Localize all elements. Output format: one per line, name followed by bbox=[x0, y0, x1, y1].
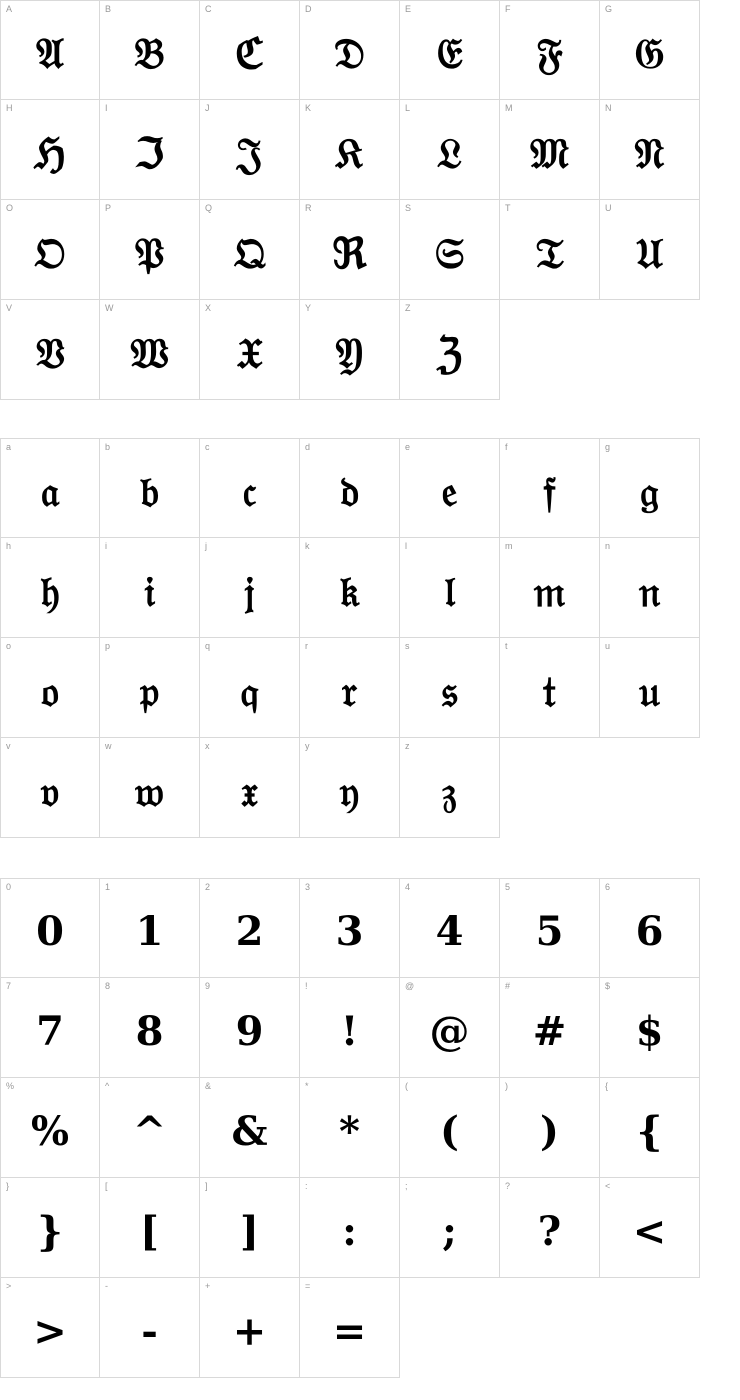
character-cell[interactable] bbox=[400, 100, 500, 200]
character-cell[interactable] bbox=[200, 300, 300, 400]
character-cell[interactable] bbox=[300, 638, 400, 738]
character-cell-glyph: = bbox=[332, 1307, 367, 1355]
character-cell-label: d bbox=[305, 442, 311, 452]
character-cell-label: Q bbox=[205, 203, 213, 213]
character-cell[interactable] bbox=[0, 0, 100, 100]
character-cell-label: z bbox=[405, 741, 410, 751]
character-cell-glyph: 7 bbox=[36, 1007, 64, 1055]
character-cell-label: R bbox=[305, 203, 312, 213]
character-cell-label: { bbox=[605, 1081, 609, 1091]
character-cell-label: i bbox=[105, 541, 107, 551]
character-cell-glyph: 𝔨 bbox=[339, 566, 360, 616]
character-cell-label: m bbox=[505, 541, 513, 551]
character-cell-label: 5 bbox=[505, 882, 511, 892]
character-cell-glyph: 5 bbox=[535, 908, 564, 955]
character-cell[interactable] bbox=[100, 300, 200, 400]
character-cell-glyph: ℨ bbox=[436, 328, 463, 378]
character-cell-glyph: 𝔑 bbox=[634, 128, 665, 178]
character-cell[interactable] bbox=[200, 100, 300, 200]
character-cell-glyph: 2 bbox=[235, 908, 264, 955]
character-cell-label: F bbox=[505, 4, 511, 14]
character-cell[interactable] bbox=[400, 438, 500, 538]
character-cell-glyph: 9 bbox=[235, 1007, 264, 1055]
character-cell[interactable] bbox=[600, 538, 700, 638]
character-cell-label: A bbox=[6, 4, 13, 14]
character-cell[interactable] bbox=[0, 638, 100, 738]
character-cell[interactable] bbox=[400, 738, 500, 838]
character-cell[interactable] bbox=[600, 978, 700, 1078]
character-cell-label: ( bbox=[405, 1081, 408, 1091]
character-cell-label: N bbox=[605, 103, 612, 113]
character-cell-glyph: 𝔯 bbox=[342, 666, 357, 716]
character-cell-label: - bbox=[105, 1281, 108, 1291]
character-cell-label: w bbox=[105, 741, 112, 751]
character-cell-label: g bbox=[605, 442, 611, 452]
character-cell[interactable] bbox=[300, 1078, 400, 1178]
character-cell-label: H bbox=[6, 103, 13, 113]
character-cell-label: u bbox=[605, 641, 611, 651]
character-cell-glyph: 𝔳 bbox=[40, 766, 60, 816]
character-cell-glyph: [ bbox=[140, 1207, 159, 1255]
character-cell-glyph: ℌ bbox=[34, 128, 66, 178]
character-cell[interactable] bbox=[0, 538, 100, 638]
character-cell-glyph: 𝔇 bbox=[333, 29, 366, 78]
character-cell[interactable] bbox=[100, 1178, 200, 1278]
character-cell-label: h bbox=[6, 541, 12, 551]
character-cell-glyph: 𝔩 bbox=[444, 566, 455, 616]
character-cell[interactable] bbox=[600, 100, 700, 200]
character-cell-glyph: 𝔉 bbox=[536, 29, 563, 78]
character-cell-glyph: 𝔘 bbox=[635, 228, 663, 278]
character-cell-label: v bbox=[6, 741, 11, 751]
character-cell-glyph: 𝔞 bbox=[40, 467, 60, 516]
character-cell-label: G bbox=[605, 4, 613, 14]
character-cell-glyph: 𝔙 bbox=[35, 328, 65, 378]
character-cell-glyph: 𝔫 bbox=[638, 566, 661, 616]
character-cell-label: X bbox=[205, 303, 212, 313]
character-cell-label: M bbox=[505, 103, 513, 113]
character-cell[interactable] bbox=[100, 438, 200, 538]
character-cell[interactable] bbox=[100, 100, 200, 200]
character-cell[interactable] bbox=[500, 538, 600, 638]
character-cell-glyph: 𝔷 bbox=[442, 766, 457, 816]
character-cell[interactable] bbox=[600, 200, 700, 300]
character-cell-glyph: { bbox=[636, 1107, 663, 1155]
character-cell-label: [ bbox=[105, 1181, 108, 1191]
character-cell-glyph: 𝔟 bbox=[139, 467, 160, 516]
character-cell-glyph: 𝔧 bbox=[244, 566, 255, 616]
character-cell-label: V bbox=[6, 303, 13, 313]
character-cell-glyph: ℭ bbox=[234, 29, 265, 78]
character-cell[interactable] bbox=[0, 1278, 100, 1378]
character-cell-glyph: ^ bbox=[132, 1107, 167, 1155]
character-cell-glyph: 𝔶 bbox=[339, 766, 360, 816]
character-cell-label: Y bbox=[305, 303, 312, 313]
character-cell-label: l bbox=[405, 541, 407, 551]
character-cell[interactable] bbox=[300, 1278, 400, 1378]
character-cell[interactable] bbox=[500, 1178, 600, 1278]
character-cell[interactable] bbox=[200, 538, 300, 638]
character-cell[interactable] bbox=[400, 538, 500, 638]
character-cell-label: % bbox=[6, 1081, 15, 1091]
character-cell[interactable] bbox=[500, 438, 600, 538]
character-cell-glyph: $ bbox=[635, 1007, 664, 1055]
character-cell[interactable] bbox=[0, 1178, 100, 1278]
character-cell-label: C bbox=[205, 4, 212, 14]
character-cell[interactable] bbox=[100, 0, 200, 100]
character-cell[interactable] bbox=[0, 100, 100, 200]
character-cell[interactable] bbox=[100, 538, 200, 638]
character-cell-label: 3 bbox=[305, 882, 311, 892]
character-cell[interactable] bbox=[200, 638, 300, 738]
character-cell[interactable] bbox=[0, 300, 100, 400]
lowercase-character-block bbox=[0, 438, 740, 838]
character-cell[interactable] bbox=[500, 638, 600, 738]
character-cell-label: D bbox=[305, 4, 312, 14]
character-cell-glyph: 𝔴 bbox=[135, 766, 164, 816]
character-cell[interactable] bbox=[200, 738, 300, 838]
character-cell[interactable] bbox=[400, 0, 500, 100]
character-cell-label: # bbox=[505, 981, 511, 991]
character-cell-glyph: 𝔊 bbox=[634, 29, 665, 78]
character-cell-label: e bbox=[405, 442, 411, 452]
character-cell-label: 7 bbox=[6, 981, 12, 991]
character-cell-label: ; bbox=[405, 1181, 408, 1191]
character-cell-label: p bbox=[105, 641, 111, 651]
character-cell[interactable] bbox=[500, 0, 600, 100]
character-cell[interactable] bbox=[400, 1178, 500, 1278]
character-cell-label: Z bbox=[405, 303, 411, 313]
character-cell-label: b bbox=[105, 442, 111, 452]
character-cell[interactable] bbox=[600, 1178, 700, 1278]
character-cell-glyph: 4 bbox=[435, 908, 464, 955]
character-cell-glyph: 𝔬 bbox=[41, 666, 59, 716]
character-cell-label: K bbox=[305, 103, 312, 113]
character-cell-label: I bbox=[105, 103, 108, 113]
character-cell-glyph: 𝔡 bbox=[339, 467, 360, 516]
character-cell-glyph: > bbox=[33, 1307, 67, 1355]
character-cell-label: f bbox=[505, 442, 508, 452]
character-cell-glyph: 𝔓 bbox=[134, 228, 165, 278]
character-cell-glyph: 𝔚 bbox=[130, 328, 169, 378]
character-cell-glyph: 𝔏 bbox=[437, 128, 462, 178]
character-cell[interactable] bbox=[300, 438, 400, 538]
character-cell-label: ? bbox=[505, 1181, 511, 1191]
character-cell[interactable] bbox=[0, 738, 100, 838]
character-cell-label: 1 bbox=[105, 882, 111, 892]
character-cell-label: E bbox=[405, 4, 412, 14]
character-cell-glyph: 𝔤 bbox=[640, 467, 659, 516]
character-cell-label: & bbox=[205, 1081, 212, 1091]
character-cell-glyph: ] bbox=[240, 1207, 259, 1255]
character-cell-label: T bbox=[505, 203, 511, 213]
character-cell-glyph: 𝔅 bbox=[134, 29, 165, 78]
character-cell[interactable] bbox=[300, 538, 400, 638]
character-cell[interactable] bbox=[300, 200, 400, 300]
character-cell-glyph: 𝔎 bbox=[335, 128, 364, 178]
character-cell-label: c bbox=[205, 442, 210, 452]
character-cell-label: y bbox=[305, 741, 310, 751]
character-cell-label: L bbox=[405, 103, 411, 113]
character-cell-glyph: < bbox=[632, 1207, 667, 1255]
character-cell-glyph: # bbox=[532, 1007, 567, 1055]
character-cell-label: B bbox=[105, 4, 112, 14]
character-cell-glyph: 0 bbox=[36, 908, 64, 955]
character-cell-glyph: 𝔭 bbox=[139, 666, 160, 716]
character-cell-label: U bbox=[605, 203, 612, 213]
character-cell-label: O bbox=[6, 203, 14, 213]
character-cell-glyph: @ bbox=[429, 1007, 470, 1055]
character-cell-glyph: 𝔗 bbox=[535, 228, 564, 278]
character-cell-glyph: 𝔪 bbox=[533, 566, 566, 616]
character-cell[interactable] bbox=[500, 200, 600, 300]
character-cell-glyph: ( bbox=[440, 1107, 459, 1155]
character-cell[interactable] bbox=[0, 878, 100, 978]
character-cell[interactable] bbox=[100, 638, 200, 738]
character-cell-glyph: 𝔜 bbox=[335, 328, 364, 378]
character-cell-glyph: : bbox=[342, 1207, 357, 1255]
character-cell[interactable] bbox=[300, 300, 400, 400]
character-cell-label: > bbox=[6, 1281, 12, 1291]
character-cell-glyph: 3 bbox=[335, 908, 364, 955]
character-cell-label: n bbox=[605, 541, 611, 551]
character-cell-glyph: 𝔱 bbox=[543, 666, 556, 716]
character-cell[interactable] bbox=[600, 638, 700, 738]
character-cell[interactable] bbox=[100, 978, 200, 1078]
character-cell[interactable] bbox=[400, 978, 500, 1078]
character-cell-label: * bbox=[305, 1081, 309, 1091]
character-cell-glyph: 𝔥 bbox=[40, 566, 60, 616]
character-cell-label: @ bbox=[405, 981, 415, 991]
character-cell-glyph: 𝔢 bbox=[441, 467, 458, 516]
character-cell-label: P bbox=[105, 203, 112, 213]
character-cell-glyph: ; bbox=[442, 1207, 457, 1255]
character-cell-glyph: % bbox=[30, 1107, 69, 1155]
character-cell-label: S bbox=[405, 203, 412, 213]
character-cell[interactable] bbox=[300, 100, 400, 200]
character-cell[interactable] bbox=[300, 738, 400, 838]
character-cell-glyph: 𝔔 bbox=[233, 228, 266, 278]
character-cell-glyph: 𝔖 bbox=[434, 228, 465, 278]
character-cell-glyph: 𝔵 bbox=[240, 766, 258, 816]
character-cell[interactable] bbox=[300, 978, 400, 1078]
character-cell-label: 8 bbox=[105, 981, 111, 991]
character-cell-glyph: 𝔛 bbox=[236, 328, 263, 378]
character-cell[interactable] bbox=[300, 1178, 400, 1278]
character-cell-label: $ bbox=[605, 981, 611, 991]
character-cell-glyph: 𝔠 bbox=[242, 467, 257, 516]
character-cell-label: s bbox=[405, 641, 410, 651]
character-cell-label: < bbox=[605, 1181, 611, 1191]
character-cell-glyph: ) bbox=[540, 1107, 559, 1155]
character-cell-label: + bbox=[205, 1281, 211, 1291]
character-cell-glyph: 𝔦 bbox=[144, 566, 155, 616]
character-cell[interactable] bbox=[400, 200, 500, 300]
character-cell-label: x bbox=[205, 741, 210, 751]
character-cell-label: W bbox=[105, 303, 114, 313]
character-cell-glyph: 𝔰 bbox=[441, 666, 458, 716]
character-cell[interactable] bbox=[200, 1178, 300, 1278]
character-cell-label: ) bbox=[505, 1081, 508, 1091]
character-cell-label: a bbox=[6, 442, 12, 452]
character-cell-label: t bbox=[505, 641, 508, 651]
character-cell[interactable] bbox=[200, 1278, 300, 1378]
digits-symbols-character-block bbox=[0, 878, 740, 1378]
character-cell[interactable] bbox=[500, 878, 600, 978]
character-cell[interactable] bbox=[100, 1278, 200, 1378]
character-cell-glyph: ! bbox=[340, 1007, 359, 1055]
character-cell-glyph: ℜ bbox=[332, 228, 367, 278]
character-cell-label: j bbox=[205, 541, 207, 551]
character-cell[interactable] bbox=[200, 878, 300, 978]
character-cell-label: 2 bbox=[205, 882, 211, 892]
character-cell-label: 6 bbox=[605, 882, 611, 892]
character-cell[interactable] bbox=[500, 100, 600, 200]
character-cell[interactable] bbox=[400, 638, 500, 738]
character-cell-glyph: } bbox=[37, 1207, 63, 1255]
character-cell[interactable] bbox=[200, 200, 300, 300]
character-cell-label: = bbox=[305, 1281, 311, 1291]
character-cell[interactable] bbox=[500, 1078, 600, 1178]
character-cell-label: k bbox=[305, 541, 310, 551]
character-cell-glyph: 𝔒 bbox=[34, 228, 66, 278]
character-cell[interactable] bbox=[0, 1078, 100, 1178]
character-cell[interactable] bbox=[200, 0, 300, 100]
character-cell-glyph: * bbox=[339, 1107, 360, 1155]
character-cell-glyph: 𝔄 bbox=[36, 29, 64, 78]
character-cell-glyph: ? bbox=[537, 1207, 562, 1255]
character-cell-label: ] bbox=[205, 1181, 208, 1191]
character-cell-label: o bbox=[6, 641, 12, 651]
character-cell[interactable] bbox=[100, 878, 200, 978]
character-cell-glyph: 𝔣 bbox=[543, 467, 556, 516]
character-cell[interactable] bbox=[0, 438, 100, 538]
character-cell[interactable] bbox=[0, 200, 100, 300]
character-cell-label: ! bbox=[305, 981, 308, 991]
character-cell[interactable] bbox=[100, 1078, 200, 1178]
character-cell-glyph: 6 bbox=[635, 908, 664, 955]
character-cell-glyph: 𝔮 bbox=[240, 666, 259, 716]
character-cell-glyph: ℑ bbox=[134, 128, 165, 178]
character-cell-label: : bbox=[305, 1181, 308, 1191]
character-cell-glyph: 8 bbox=[135, 1007, 164, 1055]
character-cell[interactable] bbox=[600, 878, 700, 978]
character-cell-glyph: + bbox=[232, 1307, 267, 1355]
character-cell-glyph: 𝔲 bbox=[639, 666, 660, 716]
character-cell[interactable] bbox=[600, 438, 700, 538]
character-cell-glyph: 𝔈 bbox=[436, 29, 463, 78]
character-cell-label: 4 bbox=[405, 882, 411, 892]
character-cell-label: 0 bbox=[6, 882, 12, 892]
character-cell-label: J bbox=[205, 103, 210, 113]
character-cell-label: } bbox=[6, 1181, 10, 1191]
character-cell-glyph: 1 bbox=[135, 908, 164, 955]
character-cell[interactable] bbox=[100, 738, 200, 838]
character-cell-label: q bbox=[205, 641, 211, 651]
character-cell[interactable] bbox=[300, 0, 400, 100]
character-cell[interactable] bbox=[300, 878, 400, 978]
character-cell[interactable] bbox=[200, 978, 300, 1078]
character-cell[interactable] bbox=[200, 438, 300, 538]
character-cell-glyph: 𝔍 bbox=[236, 128, 263, 178]
character-cell[interactable] bbox=[100, 200, 200, 300]
character-cell-glyph: - bbox=[141, 1307, 158, 1355]
character-cell[interactable] bbox=[600, 0, 700, 100]
character-cell-label: r bbox=[305, 641, 308, 651]
character-cell-glyph: 𝔐 bbox=[530, 128, 569, 178]
character-cell[interactable] bbox=[400, 1078, 500, 1178]
character-cell-label: 9 bbox=[205, 981, 211, 991]
character-cell[interactable] bbox=[400, 300, 500, 400]
uppercase-character-block bbox=[0, 0, 740, 400]
character-cell-glyph: & bbox=[231, 1107, 268, 1155]
character-cell[interactable] bbox=[200, 1078, 300, 1178]
character-cell-label: ^ bbox=[105, 1081, 110, 1091]
character-cell[interactable] bbox=[600, 1078, 700, 1178]
character-cell[interactable] bbox=[400, 878, 500, 978]
character-cell[interactable] bbox=[500, 978, 600, 1078]
character-cell[interactable] bbox=[0, 978, 100, 1078]
